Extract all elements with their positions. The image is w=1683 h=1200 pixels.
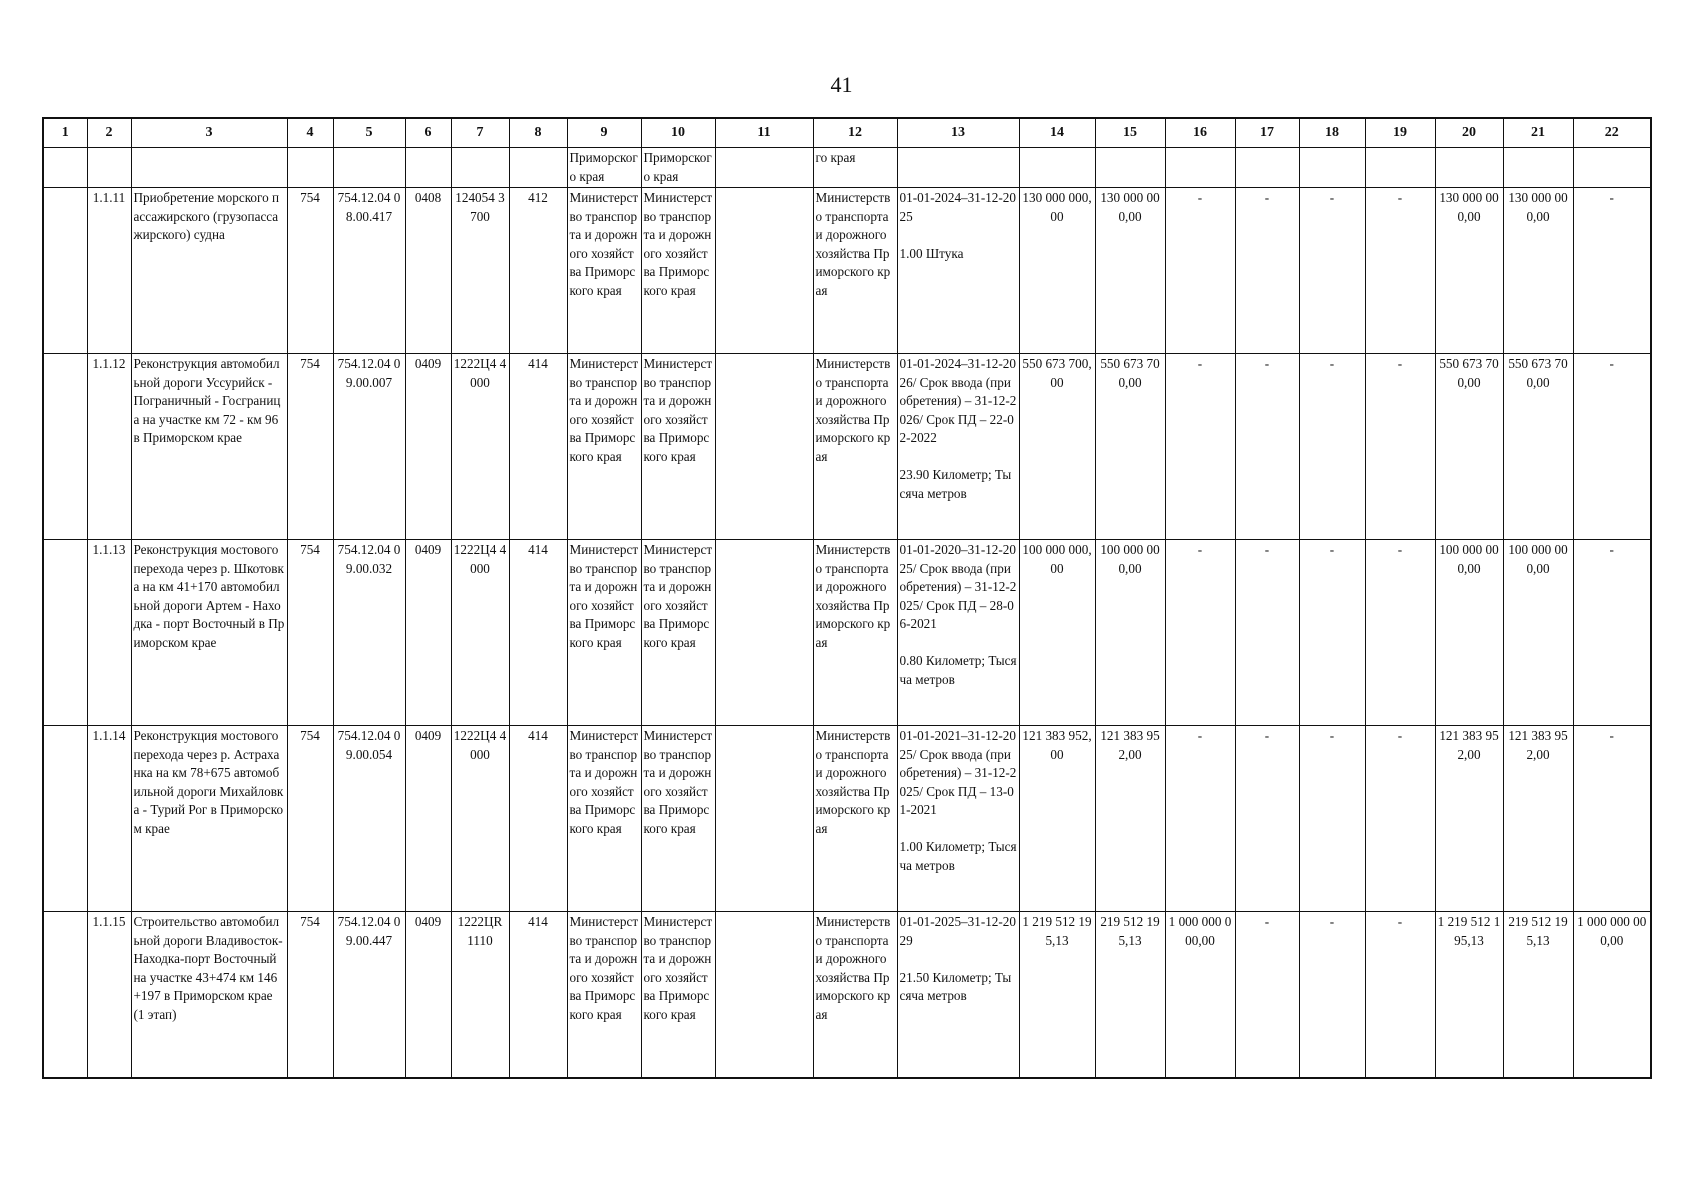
amount-22: 1 000 000 000,00 [1573,912,1651,1079]
term-capacity: 01-01-2025–31-12-2029 21.50 Километр; Тысяча метров [897,912,1019,1079]
amount-19: - [1365,726,1435,912]
amount-21: 219 512 195,13 [1503,912,1573,1079]
amount-15: 550 673 700,00 [1095,354,1165,540]
amount-18: - [1299,354,1365,540]
amount-17: - [1235,354,1299,540]
item-number: 1.1.12 [87,354,131,540]
object-name: Реконструкция мостового перехода через р. Астраханка на км 78+675 автомобильной дороги Михайловка - Турий Рог в Приморском крае [131,726,287,912]
amount-15: 100 000 000,00 [1095,540,1165,726]
column-header: 8 [509,118,567,148]
column-header: 3 [131,118,287,148]
amount-16: - [1165,726,1235,912]
amount-21: 121 383 952,00 [1503,726,1573,912]
column-header: 19 [1365,118,1435,148]
column-11-cell [715,912,813,1079]
amount-14: 121 383 952,00 [1019,726,1095,912]
customer-cell: Министерство транспорта и дорожного хозяйства Приморского края [567,726,641,912]
column-header: 6 [405,118,451,148]
amount-14: 100 000 000,00 [1019,540,1095,726]
responsible-cell: Министерство транспорта и дорожного хозяйства Приморского края [813,912,897,1079]
row-index [43,726,87,912]
amount-20: 121 383 952,00 [1435,726,1503,912]
customer-cell: Министерство транспорта и дорожного хозяйства Приморского края [567,540,641,726]
amount-14: 550 673 700,00 [1019,354,1095,540]
amount-14: 130 000 000,00 [1019,188,1095,354]
amount-21: 550 673 700,00 [1503,354,1573,540]
column-header: 2 [87,118,131,148]
section-code: 0408 [405,188,451,354]
executor-cell: Министерство транспорта и дорожного хозяйства Приморского края [641,540,715,726]
column-11-cell [715,354,813,540]
amount-22: - [1573,188,1651,354]
amount-15: 121 383 952,00 [1095,726,1165,912]
column-header: 21 [1503,118,1573,148]
section-code: 0409 [405,912,451,1079]
target-article: 124054 3700 [451,188,509,354]
amount-15: 219 512 195,13 [1095,912,1165,1079]
code-754: 754 [287,354,333,540]
target-article: 1222ЦR 1110 [451,912,509,1079]
budget-code: 754.12.04 09.00.007 [333,354,405,540]
amount-20: 550 673 700,00 [1435,354,1503,540]
expense-type: 414 [509,912,567,1079]
amount-20: 130 000 000,00 [1435,188,1503,354]
object-name: Строительство автомобильной дороги Владивосток-Находка-порт Восточный на участке 43+474 км 146+197 в Приморском крае (1 этап) [131,912,287,1079]
object-name: Реконструкция автомобильной дороги Уссурийск - Пограничный - Госграница на участке км 72 - км 96 в Приморском крае [131,354,287,540]
budget-code: 754.12.04 09.00.054 [333,726,405,912]
code-754: 754 [287,726,333,912]
budget-code: 754.12.04 08.00.417 [333,188,405,354]
column-header: 10 [641,118,715,148]
amount-16: - [1165,354,1235,540]
item-number: 1.1.15 [87,912,131,1079]
row-index [43,540,87,726]
column-11-cell [715,188,813,354]
amount-17: - [1235,188,1299,354]
expense-type: 414 [509,726,567,912]
column-header: 16 [1165,118,1235,148]
table-row [43,540,1651,726]
budget-code: 754.12.04 09.00.447 [333,912,405,1079]
table-row [43,354,1651,540]
item-number: 1.1.11 [87,188,131,354]
executor-cell: Министерство транспорта и дорожного хозяйства Приморского края [641,912,715,1079]
amount-16: - [1165,540,1235,726]
term-capacity: 01-01-2020–31-12-2025/ Срок ввода (приобретения) – 31-12-2025/ Срок ПД – 28-06-2021 0.80 Километр; Тысяча метров [897,540,1019,726]
code-754: 754 [287,540,333,726]
column-header: 7 [451,118,509,148]
amount-21: 130 000 000,00 [1503,188,1573,354]
column-header: 5 [333,118,405,148]
table-row [43,912,1651,1079]
amount-19: - [1365,188,1435,354]
amount-18: - [1299,726,1365,912]
continuation-row [43,148,1651,188]
amount-18: - [1299,188,1365,354]
section-code: 0409 [405,540,451,726]
header-row [43,118,1651,148]
expense-type: 414 [509,354,567,540]
table-row [43,726,1651,912]
column-header: 17 [1235,118,1299,148]
row-index [43,912,87,1079]
column-header: 11 [715,118,813,148]
amount-22: - [1573,354,1651,540]
customer-cell: Министерство транспорта и дорожного хозяйства Приморского края [567,912,641,1079]
amount-18: - [1299,540,1365,726]
executor-cell: Министерство транспорта и дорожного хозяйства Приморского края [641,188,715,354]
row-index [43,188,87,354]
amount-19: - [1365,540,1435,726]
column-header: 1 [43,118,87,148]
page-number: 41 [830,72,853,97]
executor-cell: Министерство транспорта и дорожного хозяйства Приморского края [641,354,715,540]
column-header: 14 [1019,118,1095,148]
term-capacity: 01-01-2024–31-12-2025 1.00 Штука [897,188,1019,354]
amount-14: 1 219 512 195,13 [1019,912,1095,1079]
column-11-cell [715,540,813,726]
column-header: 20 [1435,118,1503,148]
amount-17: - [1235,540,1299,726]
customer-cell: Приморского края [567,148,641,188]
budget-table [42,117,1652,1079]
target-article: 1222Ц4 4000 [451,354,509,540]
expense-type: 414 [509,540,567,726]
column-header: 15 [1095,118,1165,148]
responsible-cell: Министерство транспорта и дорожного хозяйства Приморского края [813,354,897,540]
code-754: 754 [287,188,333,354]
column-11-cell [715,726,813,912]
target-article: 1222Ц4 4000 [451,726,509,912]
amount-17: - [1235,726,1299,912]
column-header: 22 [1573,118,1651,148]
item-number: 1.1.13 [87,540,131,726]
responsible-cell: Министерство транспорта и дорожного хозяйства Приморского края [813,540,897,726]
responsible-cell: го края [813,148,897,188]
executor-cell: Приморского края [641,148,715,188]
section-code: 0409 [405,354,451,540]
budget-code: 754.12.04 09.00.032 [333,540,405,726]
column-header: 4 [287,118,333,148]
amount-19: - [1365,912,1435,1079]
amount-22: - [1573,540,1651,726]
amount-15: 130 000 000,00 [1095,188,1165,354]
section-code: 0409 [405,726,451,912]
object-name: Приобретение морского пассажирского (грузопассажирского) судна [131,188,287,354]
target-article: 1222Ц4 4000 [451,540,509,726]
customer-cell: Министерство транспорта и дорожного хозяйства Приморского края [567,188,641,354]
column-header: 13 [897,118,1019,148]
amount-18: - [1299,912,1365,1079]
expense-type: 412 [509,188,567,354]
row-index [43,354,87,540]
table-row [43,188,1651,354]
amount-16: - [1165,188,1235,354]
term-capacity: 01-01-2021–31-12-2025/ Срок ввода (приобретения) – 31-12-2025/ Срок ПД – 13-01-2021 1.00 Километр; Тысяча метров [897,726,1019,912]
amount-20: 1 219 512 195,13 [1435,912,1503,1079]
customer-cell: Министерство транспорта и дорожного хозяйства Приморского края [567,354,641,540]
executor-cell: Министерство транспорта и дорожного хозяйства Приморского края [641,726,715,912]
amount-17: - [1235,912,1299,1079]
responsible-cell: Министерство транспорта и дорожного хозяйства Приморского края [813,726,897,912]
item-number: 1.1.14 [87,726,131,912]
amount-19: - [1365,354,1435,540]
amount-20: 100 000 000,00 [1435,540,1503,726]
object-name: Реконструкция мостового перехода через р. Шкотовка на км 41+170 автомобильной дороги Артем - Находка - порт Восточный в Приморском крае [131,540,287,726]
column-header: 9 [567,118,641,148]
amount-21: 100 000 000,00 [1503,540,1573,726]
code-754: 754 [287,912,333,1079]
column-header: 18 [1299,118,1365,148]
column-header: 12 [813,118,897,148]
term-capacity: 01-01-2024–31-12-2026/ Срок ввода (приобретения) – 31-12-2026/ Срок ПД – 22-02-2022 23.90 Километр; Тысяча метров [897,354,1019,540]
responsible-cell: Министерство транспорта и дорожного хозяйства Приморского края [813,188,897,354]
amount-22: - [1573,726,1651,912]
amount-16: 1 000 000 000,00 [1165,912,1235,1079]
